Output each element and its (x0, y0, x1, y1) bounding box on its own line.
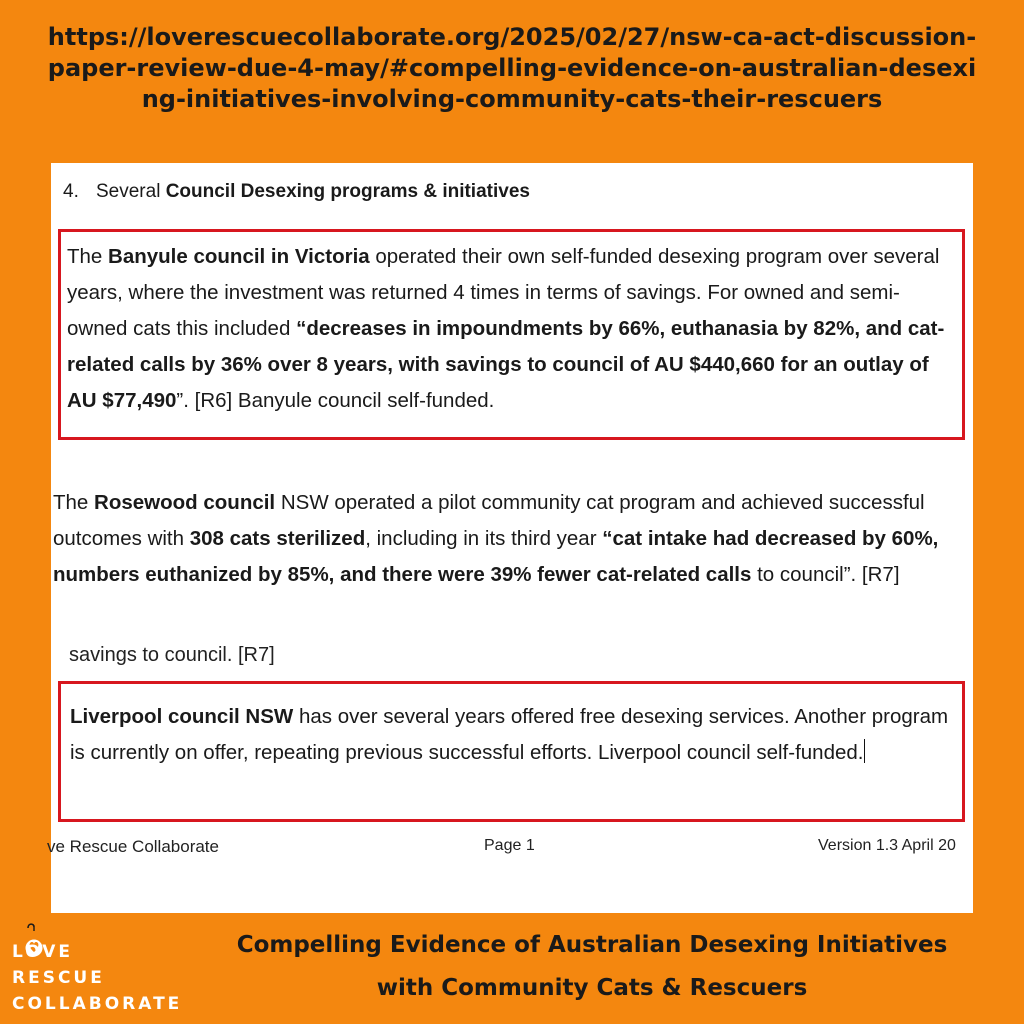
section-heading (63, 181, 530, 203)
rosewood-bold-1: Rosewood council (94, 491, 276, 514)
section-number: 4. (63, 181, 79, 202)
love-rescue-collaborate-logo (12, 922, 182, 1022)
rosewood-paragraph (53, 485, 971, 593)
banyule-text-3: ”. [R6] Banyule council self-funded. (176, 389, 495, 412)
rosewood-text-4: to council”. [R7] (751, 563, 900, 586)
banyule-text-1: The (67, 245, 109, 268)
banyule-paragraph (67, 239, 957, 419)
caption (200, 924, 984, 1010)
banyule-bold-1: Banyule council in Victoria (108, 245, 370, 268)
logo-line-love: LOVE (12, 942, 73, 962)
rosewood-text-3: , including in its third year (365, 527, 603, 550)
rosewood-text-1: The (53, 491, 95, 514)
source-url: https://loverescuecollaborate.org/2025/02/27/nsw-ca-act-discussion-paper-review-due-4-may/#compelling-evidence-on-australian-desexing-initiatives-involving-community-cats-their-rescuers (47, 23, 977, 113)
liverpool-paragraph (70, 699, 965, 771)
rosewood-text-2: NSW operated a pilot community cat program and achieved successful outcomes with (53, 491, 925, 550)
rosewood-bold-3: “cat intake had decreased by 60%, numbers euthanized by 85%, and there were 39% fewer cat-related calls (53, 527, 939, 586)
footer-page-number: Page 1 (484, 837, 535, 854)
rosewood-bold-2: 308 cats sterilized (189, 527, 366, 550)
text-cursor (864, 739, 865, 763)
banyule-text-2: operated their own self-funded desexing program over several years, where the investment was returned 4 times in terms of savings. For owned and semi-owned cats this included (67, 245, 940, 340)
liverpool-text-1: has over several years offered free desexing services. Another program is currently on offer, repeating previous successful efforts. Liverpool council self-funded. (70, 705, 949, 764)
caption-line-1: Compelling Evidence of Australian Desexing Initiatives (236, 932, 948, 958)
caption-line-2: with Community Cats & Rescuers (376, 975, 808, 1001)
heading-bold: Council Desexing programs & initiatives (165, 181, 530, 202)
cutoff-text-fragment: savings to council. [R7] (69, 644, 275, 666)
footer-version: Version 1.3 April 20 (818, 837, 956, 854)
liverpool-bold-1: Liverpool council NSW (70, 705, 294, 728)
footer-left: ve Rescue Collaborate (47, 837, 219, 856)
document-page (47, 163, 973, 913)
heading-prefix: Several (96, 181, 166, 202)
logo-line-collaborate: COLLABORATE (12, 994, 183, 1014)
logo-line-rescue: RESCUE (12, 968, 105, 988)
banyule-bold-2: “decreases in impoundments by 66%, euthanasia by 82%, and cat-related calls by 36% over 8 years, with savings to council of AU $440,660 for an outlay of AU $77,490 (67, 317, 945, 412)
